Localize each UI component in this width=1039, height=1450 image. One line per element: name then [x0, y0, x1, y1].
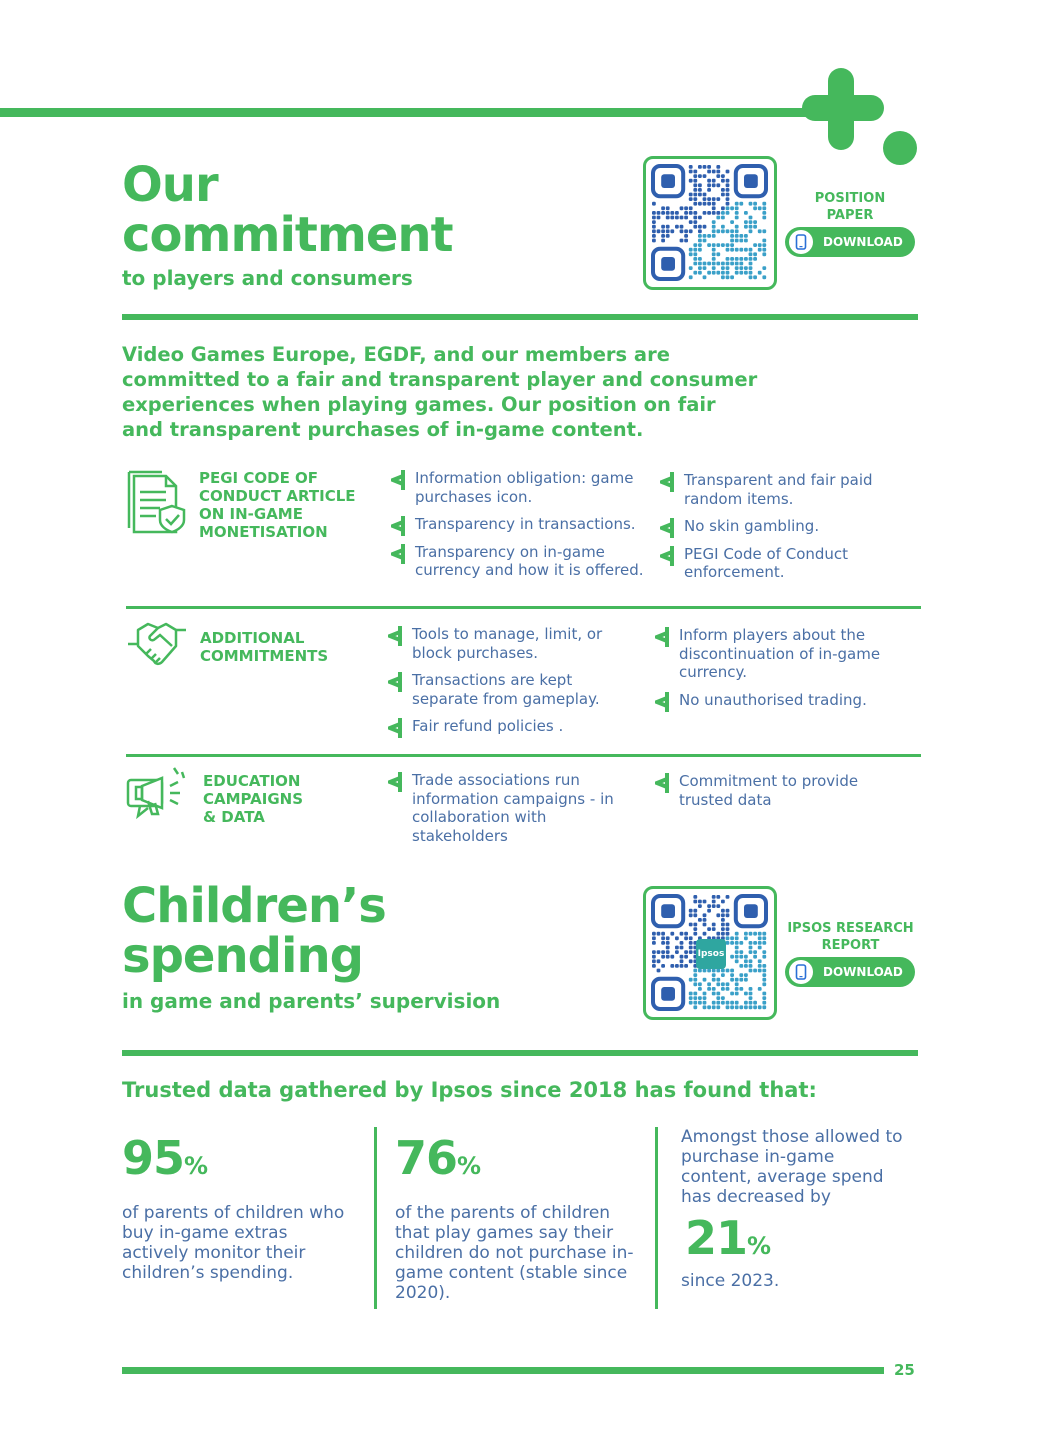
bullet-mark-icon — [388, 672, 402, 697]
stat-pre-description: Amongst those allowed to purchase in-game content, average spend has decreased by — [681, 1127, 903, 1207]
megaphone-icon — [126, 766, 188, 830]
qr-label-line2: REPORT — [821, 938, 880, 953]
handshake-icon — [126, 620, 188, 674]
block-title-line: & DATA — [203, 808, 265, 826]
bullet-mark-icon — [388, 626, 402, 651]
findings-heading: Trusted data gathered by Ipsos since 2018 has found that: — [122, 1078, 817, 1102]
page-title-line1: Our — [122, 157, 218, 213]
list-item: Tools to manage, limit, or block purchases. — [388, 625, 628, 662]
qr-code-position-paper[interactable] — [643, 156, 777, 290]
stat-76 — [395, 1133, 635, 1303]
stat-value: 95% — [122, 1131, 208, 1185]
block-title-pegi — [199, 469, 356, 541]
stat-divider — [655, 1127, 658, 1309]
additional-list-col1 — [388, 625, 628, 745]
download-position-paper-button[interactable] — [785, 227, 915, 257]
phone-icon — [789, 230, 813, 254]
download-label: DOWNLOAD — [823, 235, 903, 249]
dot-decoration — [883, 131, 917, 165]
block-divider — [126, 754, 921, 757]
page-subtitle: to players and consumers — [122, 266, 413, 290]
block-title-line: CONDUCT ARTICLE — [199, 487, 356, 505]
section-commitment-heading — [122, 157, 453, 290]
stat-21 — [681, 1127, 906, 1291]
intro-line: Video Games Europe, EGDF, and our members are — [122, 343, 670, 366]
stat-description: since 2023. — [681, 1271, 780, 1291]
bullet-mark-icon — [388, 718, 402, 743]
list-item: Transactions are kept separate from gameplay. — [388, 671, 628, 708]
bullet-mark-icon — [655, 627, 669, 652]
qr-code-ipsos-report[interactable] — [643, 886, 777, 1020]
block-title-additional — [200, 629, 328, 665]
block-title-line: COMMITMENTS — [200, 647, 329, 665]
list-item: Trade associations run information campaigns - in collaboration with stakeholders — [388, 771, 618, 845]
qr-label-line1: IPSOS RESEARCH — [787, 921, 914, 936]
document-shield-icon — [126, 470, 188, 540]
list-item: Commitment to provide trusted data — [655, 772, 895, 809]
block-title-line: MONETISATION — [199, 523, 328, 541]
stat-divider — [374, 1127, 377, 1309]
qr-label-position-paper — [790, 190, 910, 224]
stat-value: 21% — [685, 1211, 771, 1265]
stat-description: of the parents of children that play games say their children do not purchase in-game content (stable since 2020). — [395, 1203, 634, 1303]
pegi-list-col1 — [391, 469, 653, 589]
block-divider — [126, 606, 921, 609]
education-list-col2 — [655, 772, 895, 818]
plus-decoration-bar — [802, 95, 884, 121]
bullet-mark-icon — [660, 546, 674, 571]
list-item: Transparency on in-game currency and how it is offered. — [391, 543, 653, 580]
section-divider — [122, 1050, 918, 1056]
list-item: Transparent and fair paid random items. — [660, 471, 910, 508]
list-item: No unauthorised trading. — [655, 691, 895, 710]
block-title-line: ON IN-GAME — [199, 505, 303, 523]
block-title-education — [203, 772, 303, 826]
ipsos-logo — [696, 939, 726, 969]
intro-line: and transparent purchases of in-game content. — [122, 418, 644, 441]
phone-icon — [789, 960, 813, 984]
bullet-mark-icon — [391, 544, 405, 569]
section-title-line1: Children’s — [122, 878, 386, 934]
intro-paragraph — [122, 342, 882, 442]
bullet-mark-icon — [660, 472, 674, 497]
section-title-line2: spending — [122, 928, 363, 984]
bullet-mark-icon — [660, 518, 674, 543]
list-item: Transparency in transactions. — [391, 515, 653, 534]
qr-label-line2: PAPER — [826, 208, 874, 223]
section-subtitle: in game and parents’ supervision — [122, 989, 501, 1013]
stat-description: of parents of children who buy in-game extras actively monitor their children’s spending. — [122, 1203, 345, 1283]
additional-list-col2 — [655, 626, 895, 718]
header-accent-line — [0, 108, 830, 117]
block-title-line: PEGI CODE OF — [199, 469, 319, 487]
qr-code-icon — [646, 159, 774, 287]
stat-value: 76% — [395, 1131, 481, 1185]
download-label: DOWNLOAD — [823, 965, 903, 979]
list-item: Inform players about the discontinuation of in-game currency. — [655, 626, 895, 682]
bullet-mark-icon — [388, 772, 402, 797]
page-number: 25 — [894, 1361, 915, 1379]
pegi-list-col2 — [660, 471, 910, 591]
stat-95 — [122, 1133, 357, 1283]
download-ipsos-report-button[interactable] — [785, 957, 915, 987]
qr-label-ipsos — [783, 920, 918, 954]
bullet-mark-icon — [655, 773, 669, 798]
intro-line: experiences when playing games. Our position on fair — [122, 393, 716, 416]
section-divider — [122, 314, 918, 320]
intro-line: committed to a fair and transparent player and consumer — [122, 368, 758, 391]
block-title-line: CAMPAIGNS — [203, 790, 304, 808]
section-spending-heading — [122, 878, 501, 1013]
bullet-mark-icon — [391, 516, 405, 541]
list-item: Fair refund policies . — [388, 717, 628, 736]
block-title-line: EDUCATION — [203, 772, 301, 790]
block-title-line: ADDITIONAL — [200, 629, 305, 647]
list-item: Information obligation: game purchases icon. — [391, 469, 653, 506]
bullet-mark-icon — [391, 470, 405, 495]
footer-line — [122, 1367, 884, 1374]
qr-label-line1: POSITION — [814, 191, 886, 206]
ipsos-logo-text: Ipsos — [697, 949, 725, 959]
education-list-col1 — [388, 771, 618, 854]
bullet-mark-icon — [655, 692, 669, 717]
page-title-line2: commitment — [122, 207, 453, 263]
list-item: PEGI Code of Conduct enforcement. — [660, 545, 910, 582]
list-item: No skin gambling. — [660, 517, 910, 536]
